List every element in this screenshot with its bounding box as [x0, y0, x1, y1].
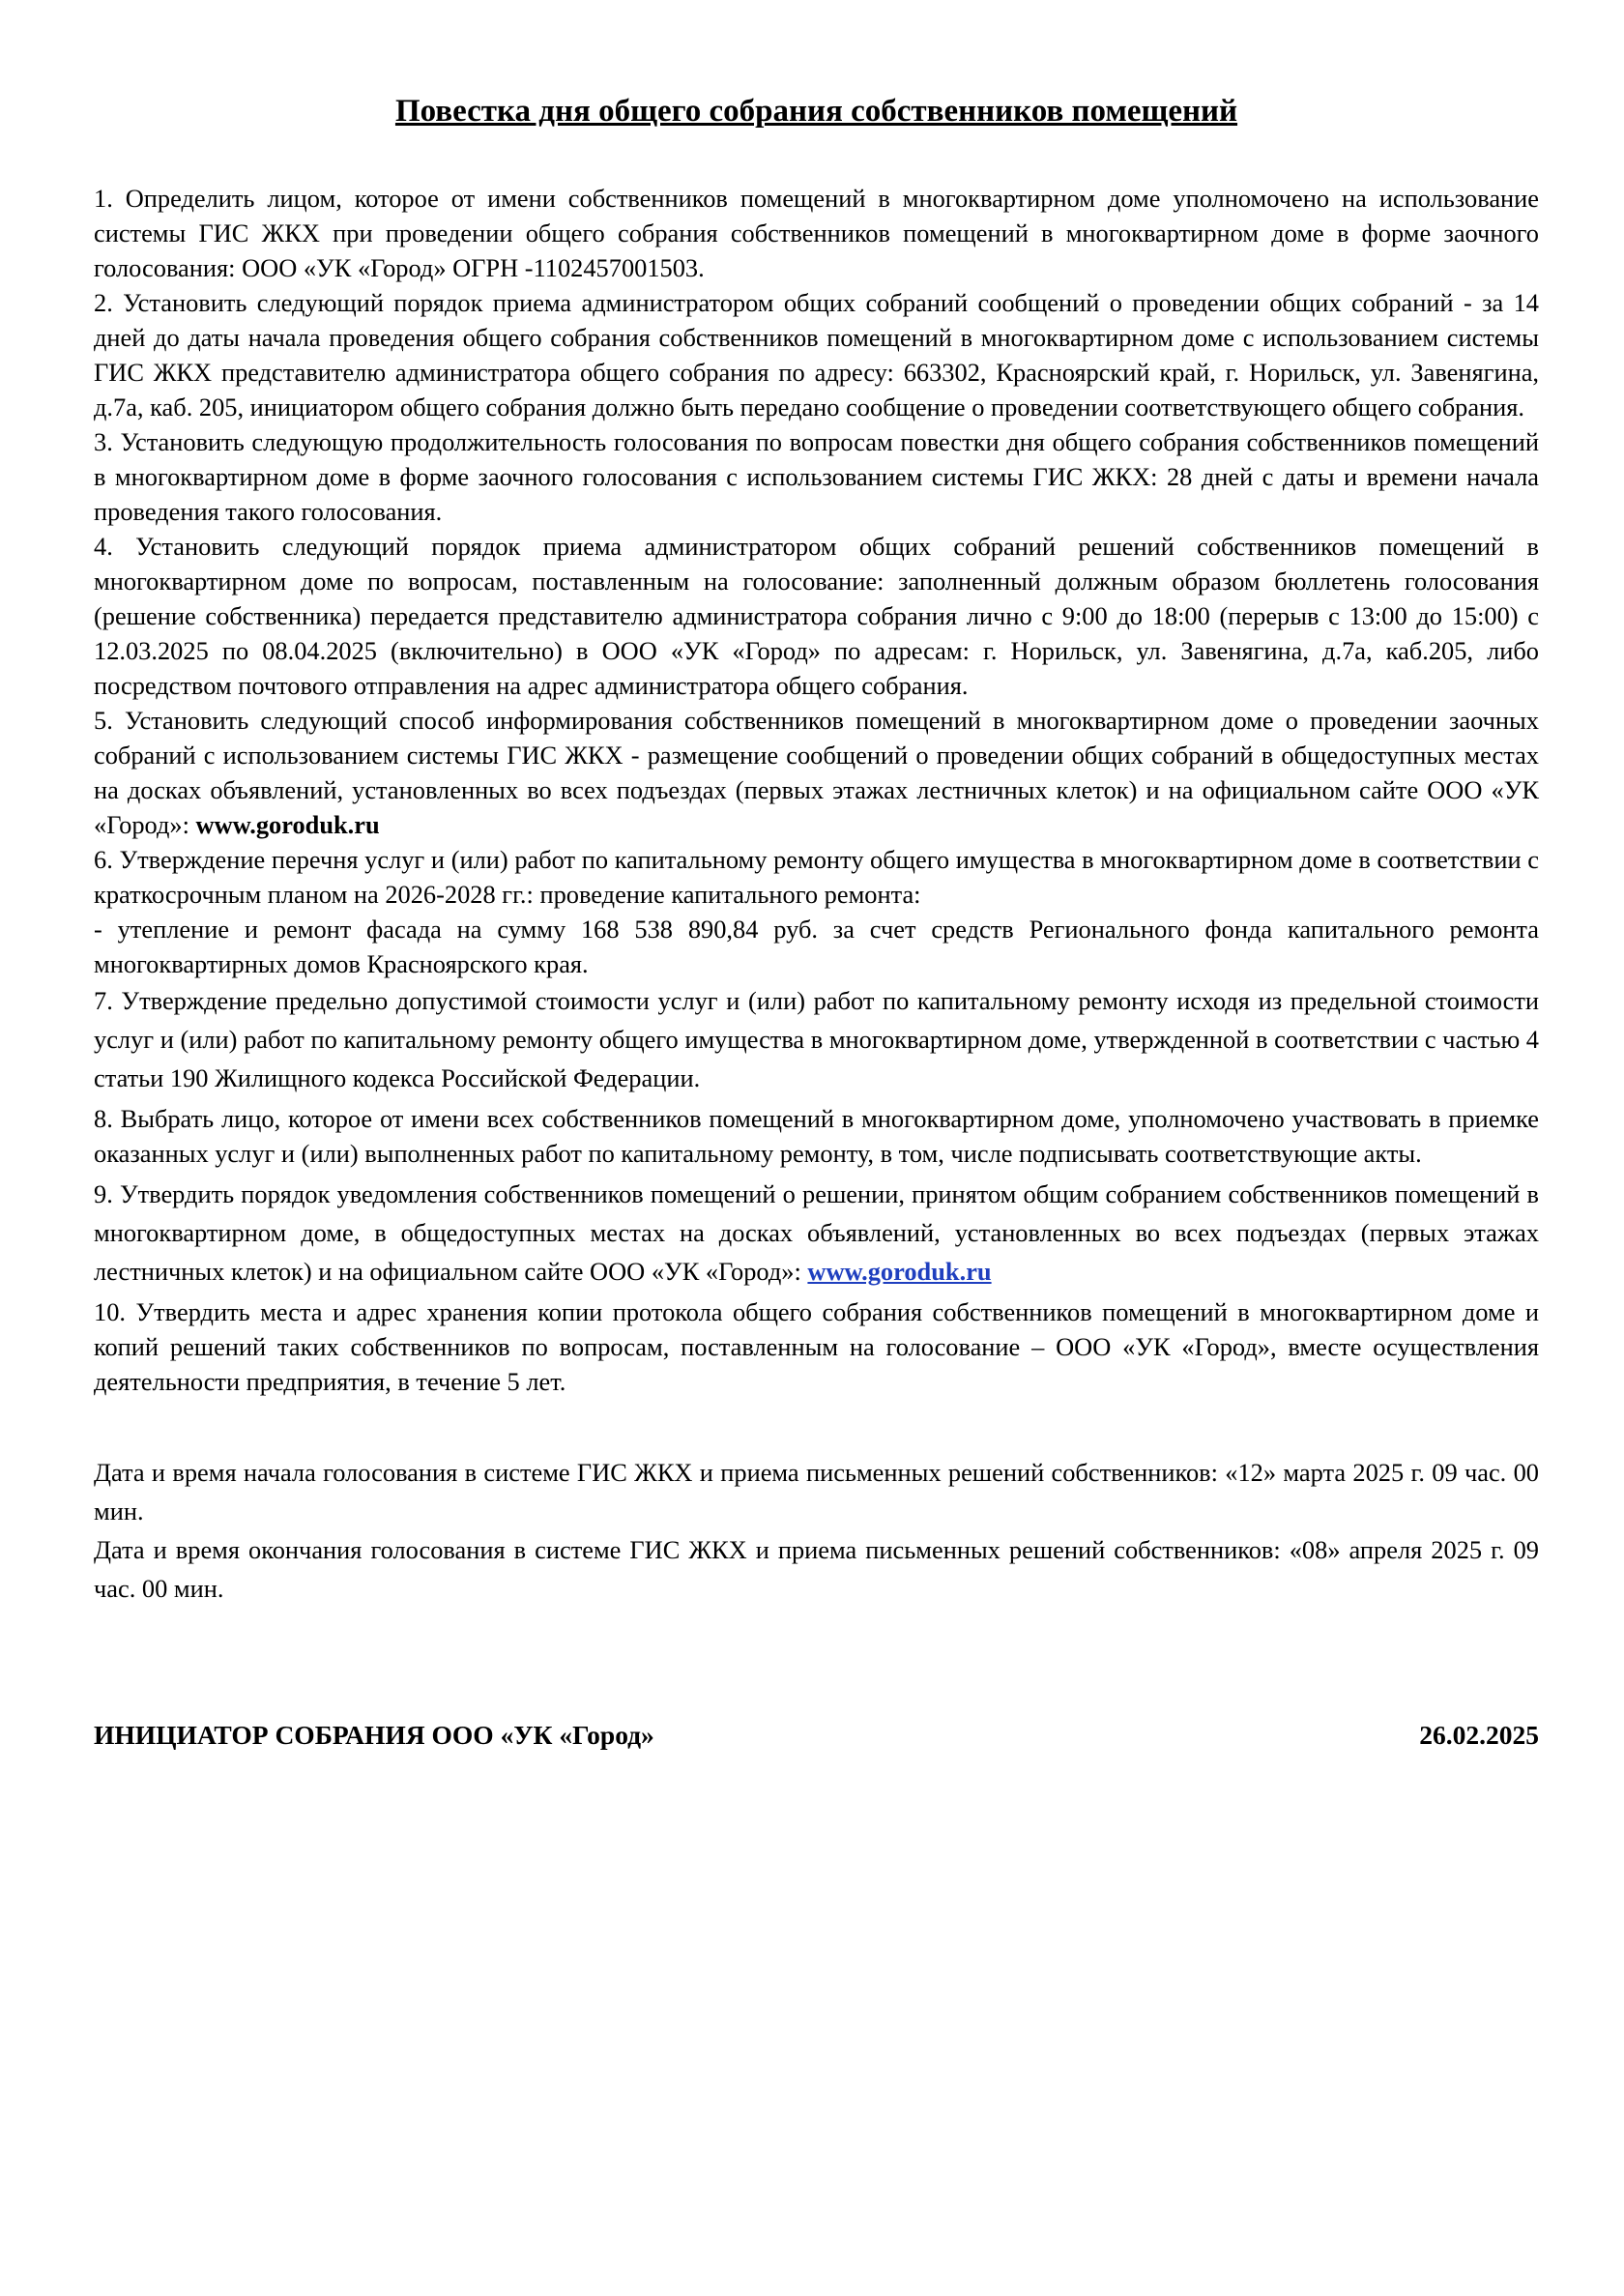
agenda-item-5-site: www.goroduk.ru: [195, 810, 380, 839]
agenda-item-5-text: 5. Установить следующий способ информирования собственников помещений в многоквартирном доме о проведении заочных собраний с использованием системы ГИС ЖКХ - размещение сообщений о проведении общих собраний в общедоступных местах на досках объявлений, установленных во всех подъездах (первых этажах лестничных клеток) и на официальном сайте ООО «УК «Город»:: [94, 706, 1539, 839]
initiator-label: ИНИЦИАТОР СОБРАНИЯ ООО «УК «Город»: [94, 1720, 654, 1750]
document-footer: [94, 1716, 1539, 1755]
agenda-item-10: 10. Утвердить места и адрес хранения копии протокола общего собрания собственников помещений в многоквартирном доме и копий решений таких собственников по вопросам, поставленным на голосование – ООО «УК «Город», вместе осуществления деятельности предприятия, в течение 5 лет.: [94, 1297, 1539, 1396]
agenda-item-6-sub: - утепление и ремонт фасада на сумму 168 538 890,84 руб. за счет средств Регионального фонда капитального ремонта многоквартирных домов Красноярского края.: [94, 915, 1539, 978]
voting-start-date: Дата и время начала голосования в системе ГИС ЖКХ и приема письменных решений собственников: «12» марта 2025 г. 09 час. 00 мин.: [94, 1458, 1539, 1526]
agenda-item-3: 3. Установить следующую продолжительность голосования по вопросам повестки дня общего собрания собственников помещений в многоквартирном доме в форме заочного голосования с использованием системы ГИС ЖКХ: 28 дней с даты и времени начала проведения такого голосования.: [94, 427, 1539, 526]
document-page: [94, 92, 1539, 1755]
voting-dates: [94, 1453, 1539, 1608]
agenda-item-8: 8. Выбрать лицо, которое от имени всех собственников помещений в многоквартирном доме, уполномочено участвовать в приемке оказанных услуг и (или) выполненных работ по капитальному ремонту, в том, числе подписывать соответствующие акты.: [94, 1104, 1539, 1168]
document-title: Повестка дня общего собрания собственников помещений: [394, 94, 1238, 129]
website-link[interactable]: www.goroduk.ru: [807, 1257, 992, 1286]
agenda-item-7: 7. Утверждение предельно допустимой стоимости услуг и (или) работ по капитальному ремонту исходя из предельной стоимости услуг и (или) работ по капитальному ремонту общего имущества в многоквартирном доме, утвержденной в соответствии с частью 4 статьи 190 Жилищного кодекса Российской Федерации.: [94, 986, 1539, 1092]
agenda-item-9: [94, 1175, 1539, 1291]
agenda-list: [94, 181, 1539, 1399]
agenda-item-6: 6. Утверждение перечня услуг и (или) работ по капитальному ремонту общего имущества в многоквартирном доме в соответствии с краткосрочным планом на 2026-2028 гг.: проведение капитального ремонта:: [94, 845, 1539, 909]
agenda-item-1: 1. Определить лицом, которое от имени собственников помещений в многоквартирном доме уполномочено на использование системы ГИС ЖКХ при проведении общего собрания собственников помещений в многоквартирном доме в форме заочного голосования: ООО «УК «Город» ОГРН -1102457001503.: [94, 184, 1539, 282]
document-date: 26.02.2025: [1419, 1720, 1539, 1750]
agenda-item-9-text: 9. Утвердить порядок уведомления собственников помещений о решении, принятом общим собранием собственников помещений в многоквартирном доме, в общедоступных местах на досках объявлений, установленных во всех подъездах (первых этажах лестничных клеток) и на официальном сайте ООО «УК «Город»:: [94, 1179, 1539, 1286]
agenda-item-5: [94, 703, 1539, 842]
agenda-item-4: 4. Установить следующий порядок приема администратором общих собраний решений собственников помещений в многоквартирном доме по вопросам, поставленным на голосование: заполненный должным образом бюллетень голосования (решение собственника) передается представителю администратора собрания лично с 9:00 до 18:00 (перерыв с 13:00 до 15:00) с 12.03.2025 по 08.04.2025 (включительно) в ООО «УК «Город» по адресам: г. Норильск, ул. Завенягина, д.7а, каб.205, либо посредством почтового отправления на адрес администратора общего собрания.: [94, 532, 1539, 700]
voting-end-date: Дата и время окончания голосования в системе ГИС ЖКХ и приема письменных решений собственников: «08» апреля 2025 г. 09 час. 00 мин.: [94, 1535, 1539, 1603]
agenda-item-2: 2. Установить следующий порядок приема администратором общих собраний сообщений о проведении общих собраний - за 14 дней до даты начала проведения общего собрания собственников помещений в многоквартирном доме с использованием системы ГИС ЖКХ представителю администратора общего собрания по адресу: 663302, Красноярский край, г. Норильск, ул. Завенягина, д.7а, каб. 205, инициатором общего собрания должно быть передано сообщение о проведении соответствующего общего собрания.: [94, 288, 1539, 421]
